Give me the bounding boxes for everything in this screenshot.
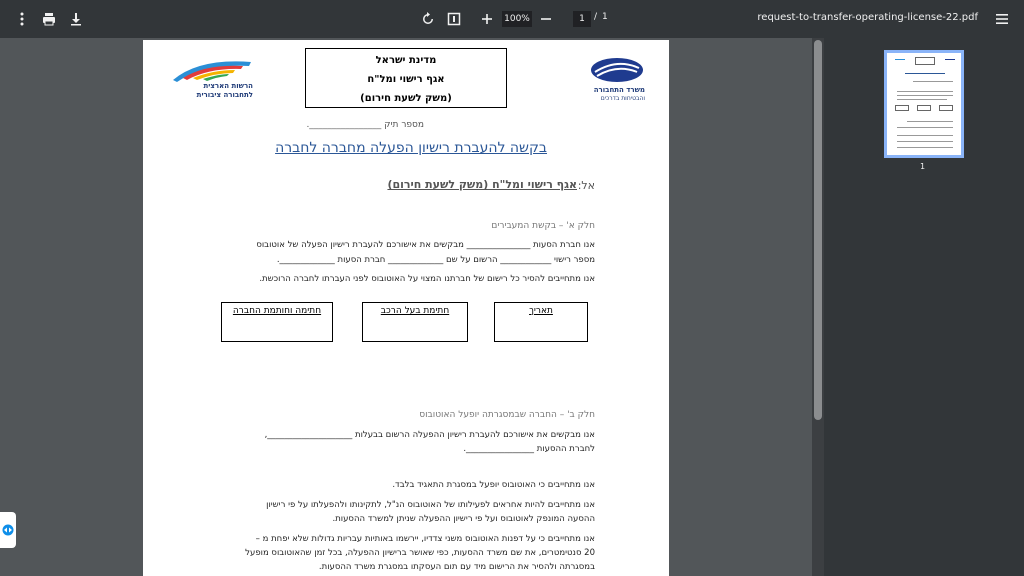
signature-box-owner: חתימת בעל הרכב: [362, 302, 468, 342]
fit-page-icon[interactable]: [444, 9, 464, 29]
ministry-logo: [583, 56, 647, 104]
download-icon[interactable]: [66, 9, 86, 29]
part-b-line-6: אנו מתחייבים כי על דפנות האוטובוס משני צדדיו, יירשמו באותיות עבריות גדולות שלא יפחת מ –: [255, 534, 595, 544]
remote-support-tab[interactable]: [0, 512, 16, 548]
document-title: request-to-transfer-operating-license-22.pdf: [757, 12, 978, 23]
signature-box-date: תאריך: [494, 302, 588, 342]
menu-dots-icon[interactable]: [12, 9, 32, 29]
part-b-line-7: 20 סנטימטרים, את שם משרד ההסעות, כפי שאושר ברישיון ההפעלה, בכל זמן שהאוטובוס מופעל: [245, 548, 595, 558]
part-b-line-1: אנו מבקשים את אישורכם להעברת רישיון ההפעלה הרשום בבעלות ____________________,: [264, 430, 595, 440]
logo-left-text-1: הרשות הארצית: [203, 82, 253, 90]
thumbnail-page-number: 1: [920, 162, 926, 171]
print-icon[interactable]: [39, 9, 59, 29]
remote-support-icon: [2, 524, 14, 536]
header-department: אגף רישוי ומל"ח: [367, 74, 445, 85]
transport-authority-logo: [169, 54, 255, 104]
part-b-line-4: אנו מתחייבים להיות אחראים לפעילותו של האוטובוס הנ"ל, לתקינותו ולהפעלתו על פי רישיון: [266, 500, 595, 510]
part-a-title: חלק א' – בקשת המעבירים: [491, 221, 595, 231]
file-number: מספר תיק ________________.: [306, 120, 424, 130]
logo-left-text-2: לתחבורה ציבורית: [196, 91, 253, 99]
part-b-line-5: ההסעה המונפק לאוטובוס ועל פי רישיון ההפעלה שניתן למשרד ההסעות.: [332, 514, 595, 524]
viewer-scrollbar[interactable]: [812, 38, 824, 576]
scrollbar-thumb[interactable]: [814, 40, 822, 420]
part-b-title: חלק ב' – החברה שבמסגרתה יופעל האוטובוס: [419, 410, 595, 420]
document-heading: בקשה להעברת רישיון הפעלה מחברה לחברה: [275, 140, 547, 156]
page-thumbnail[interactable]: [884, 50, 964, 158]
signature-box-company: חתימה וחותמת החברה: [221, 302, 333, 342]
document-viewer[interactable]: [0, 38, 812, 576]
total-pages: 1: [602, 12, 608, 22]
to-value: אגף רישוי ומל"ח (משק לשעת חירום): [387, 178, 577, 191]
pdf-toolbar: [0, 0, 1024, 38]
logo-right-text-2: והבטיחות בדרכים: [600, 95, 645, 102]
part-b-line-8: במסגרתה ולהסיר את הרישום מיד עם תום העסקתו במסגרת משרד ההסעות.: [318, 562, 595, 572]
to-label: אל:: [577, 179, 595, 192]
logo-right-text-1: משרד התחבורה: [593, 86, 645, 94]
zoom-out-icon[interactable]: [536, 9, 556, 29]
page-separator: /: [594, 12, 598, 22]
part-a-line-3: אנו מתחייבים להסיר כל רישום של חברתנו המצוי על האוטובוס לפני העברתו לחברה הרוכשת.: [259, 274, 595, 284]
part-b-line-3: אנו מתחייבים כי האוטובוס יופעל במסגרת התאגיד בלבד.: [392, 480, 595, 490]
pdf-page: [143, 40, 669, 576]
zoom-level-input[interactable]: 100%: [502, 11, 532, 27]
part-a-line-1: אנו חברת הסעות _______________ מבקשים את אישורכם להעברת רישיון הפעלה של אוטובוס: [256, 240, 595, 250]
rotate-icon[interactable]: [418, 9, 438, 29]
header-box: [305, 48, 507, 108]
sidebar-menu-icon[interactable]: [992, 9, 1012, 29]
part-b-line-2: לחברת ההסעות ________________.: [463, 444, 595, 454]
current-page-input[interactable]: 1: [573, 11, 591, 27]
thumbnail-sidebar: [824, 38, 1024, 576]
part-a-line-2: מספר רישוי ____________ הרשום על שם _____________ חברת הסעות _____________.: [276, 255, 595, 265]
zoom-in-icon[interactable]: [477, 9, 497, 29]
header-state: מדינת ישראל: [375, 55, 437, 66]
header-subdepartment: (משק לשעת חירום): [360, 93, 452, 104]
